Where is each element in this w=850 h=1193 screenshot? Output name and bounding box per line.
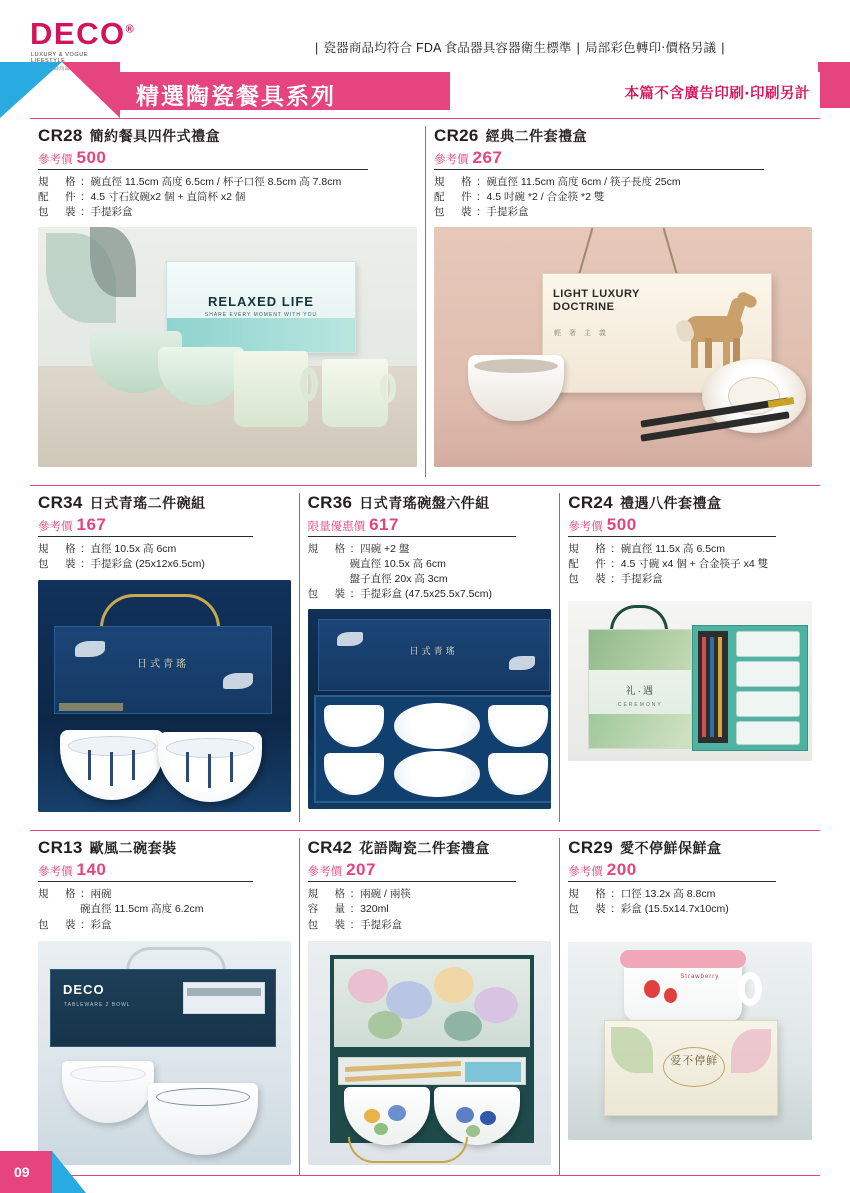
footer-triangle-blue <box>52 1151 86 1193</box>
product-image-cr42 <box>308 941 552 1165</box>
spec-key: 包 裝 <box>568 903 609 916</box>
container-handle <box>738 972 762 1006</box>
price-label: 限量優惠價 <box>307 520 366 533</box>
gift-box <box>604 1020 778 1116</box>
spec-value: ：手提彩盒 <box>349 918 403 931</box>
product-name: 歐風二碗套裝 <box>89 840 177 857</box>
chopstick-tray <box>698 631 728 743</box>
product-sku: CR26 <box>434 126 479 145</box>
brand-wordmark <box>0 16 136 51</box>
product-row-2 <box>30 485 820 822</box>
product-sku: CR24 <box>568 492 613 512</box>
product-name: 簡約餐具四件式禮盒 <box>89 128 221 144</box>
spec-row <box>568 572 812 587</box>
brand-tagline: LUXURY & VOGUE LIFESTYLE <box>31 52 89 64</box>
product-card-cr42[interactable] <box>299 838 560 1175</box>
brand-wordmark-text: DECO <box>30 16 126 51</box>
spec-row <box>568 542 812 557</box>
product-card-cr29[interactable] <box>559 838 820 1175</box>
product-image-cr29 <box>568 942 812 1140</box>
product-card-cr36[interactable] <box>299 493 560 822</box>
product-specs <box>308 887 552 933</box>
spec-key: 包 裝 <box>307 588 349 601</box>
spec-key: 規 格 <box>568 888 609 901</box>
price-value: 500 <box>606 514 637 534</box>
spec-value: ：手提彩盒 <box>80 206 133 219</box>
product-name: 花語陶瓷二件套禮盒 <box>359 840 490 857</box>
gift-box-title: LIGHT LUXURY DOCTRINE <box>553 287 640 313</box>
product-specs <box>434 175 812 221</box>
title-bar-note: 本篇不含廣告印刷‧印刷另計 <box>624 86 810 102</box>
product-heading <box>38 493 291 513</box>
bag-subtitle: CEREMONY <box>617 702 663 709</box>
product-heading <box>434 126 812 146</box>
product-specs <box>568 542 812 588</box>
product-image-cr24 <box>568 601 812 761</box>
spec-value: ：兩碗 / 兩筷 <box>349 888 411 901</box>
product-image-cr36 <box>308 609 552 809</box>
product-specs <box>308 542 552 603</box>
gift-box-title: DECO <box>63 981 105 997</box>
product-card-cr24[interactable] <box>559 493 820 822</box>
product-heading <box>568 838 812 858</box>
price-label: 參考價 <box>568 866 603 879</box>
product-price <box>38 148 368 170</box>
spec-key: 規 格 <box>38 176 79 188</box>
spec-value: ：彩盒 (15.5x14.7x10cm) <box>610 903 729 916</box>
spec-row <box>38 205 417 220</box>
food-container <box>624 960 742 1022</box>
product-specs <box>38 542 291 572</box>
spec-row <box>568 902 812 917</box>
spec-key: 包 裝 <box>568 573 609 586</box>
spec-value: ：四碗 +2 盤 <box>349 542 410 555</box>
spec-row <box>38 887 291 902</box>
mug-handle <box>300 367 318 401</box>
product-sku: CR29 <box>568 838 613 858</box>
container-label: Strawberry <box>680 973 720 980</box>
spec-key: 包 裝 <box>307 918 349 931</box>
spec-value: ：碗直徑 11.5cm 高度 6.5cm / 杯子口徑 8.5cm 高 7.8cm <box>80 176 342 188</box>
registered-icon: ® <box>125 23 136 36</box>
spec-key: 容 量 <box>307 903 349 916</box>
price-label: 參考價 <box>38 154 73 166</box>
decor-right-pink <box>818 62 850 108</box>
product-sku: CR28 <box>38 126 83 145</box>
spec-key: 規 格 <box>38 542 79 555</box>
gift-box-subtitle: SHARE EVERY MOMENT WITH YOU <box>204 311 318 318</box>
box-footer-band <box>59 703 123 711</box>
spec-row <box>308 587 552 602</box>
product-heading <box>308 838 552 858</box>
decor-triangle-pink <box>62 62 120 118</box>
spec-row <box>308 542 552 557</box>
spec-key: 規 格 <box>38 888 79 901</box>
box-lid <box>318 619 550 691</box>
box-lid <box>330 955 534 1051</box>
spec-row <box>308 887 552 902</box>
product-specs <box>568 887 812 917</box>
product-sku: CR42 <box>307 838 353 858</box>
section-title-bar <box>120 72 820 110</box>
product-sku: CR36 <box>307 492 353 512</box>
product-name: 日式青瑤二件碗組 <box>89 494 206 511</box>
mug <box>322 359 388 427</box>
spec-row <box>434 190 812 205</box>
spec-row <box>38 175 417 190</box>
product-name: 禮遇八件套禮盒 <box>619 494 722 511</box>
spec-key: 包 裝 <box>38 918 79 931</box>
spec-continuation: 盤子直徑 20x 高 3cm <box>349 573 448 586</box>
spec-key: 配 件 <box>38 191 79 204</box>
spec-value: ：碗直徑 11.5x 高 6.5cm <box>610 542 726 555</box>
page-number: 09 <box>14 1164 30 1180</box>
product-price <box>568 860 776 882</box>
gift-box-subtitle: 輕 奢 主 義 <box>554 329 609 337</box>
spec-value: ：兩碗 <box>80 888 112 901</box>
spec-row <box>308 918 552 933</box>
bowl <box>736 721 800 745</box>
divider-bar-mid: | <box>576 41 581 55</box>
price-label: 參考價 <box>434 154 469 166</box>
product-price <box>38 515 253 537</box>
spec-continuation: 碗直徑 11.5cm 高度 6.2cm <box>80 903 204 916</box>
price-value: 617 <box>369 514 399 534</box>
price-value: 267 <box>472 148 503 167</box>
product-card-cr26[interactable] <box>425 126 820 477</box>
crane-motif <box>509 656 535 670</box>
price-label: 參考價 <box>568 520 603 533</box>
spec-row <box>434 175 812 190</box>
spec-key: 規 格 <box>307 542 349 555</box>
spec-row <box>308 902 552 917</box>
product-sku: CR34 <box>38 492 83 512</box>
price-label: 參考價 <box>307 866 343 879</box>
spec-key: 規 格 <box>307 888 349 901</box>
price-value: 140 <box>76 860 107 880</box>
price-label: 參考價 <box>38 520 73 533</box>
product-row-1 <box>30 118 820 477</box>
gift-box-title: 爱不停鲜 <box>670 1054 719 1067</box>
product-image-cr34 <box>38 580 291 812</box>
product-sheet <box>0 118 850 1176</box>
product-image-cr26 <box>434 227 812 467</box>
spec-value: ：手提彩盒 <box>476 206 529 219</box>
crane-motif <box>223 673 253 689</box>
gift-box-title: 日式青瑤 <box>137 659 189 671</box>
header-compliance-note <box>310 38 730 56</box>
spec-row <box>38 190 417 205</box>
bowl <box>736 691 800 717</box>
spec-value: ：口徑 13.2x 高 8.8cm <box>610 888 716 901</box>
spec-value: ：手提彩盒 <box>610 573 663 586</box>
price-value: 167 <box>76 514 107 534</box>
mug <box>234 351 308 427</box>
header-note-right: 局部彩色轉印‧價格另議 <box>585 41 717 55</box>
page-header <box>0 0 850 118</box>
divider-bar-left: | <box>315 41 319 55</box>
spec-key: 配 件 <box>434 191 475 204</box>
gift-box-title: RELAXED LIFE <box>208 293 314 309</box>
spec-key: 包 裝 <box>38 206 79 219</box>
product-heading <box>568 493 812 513</box>
product-price <box>38 860 253 882</box>
decor-triangle-blue <box>0 62 62 118</box>
product-price <box>434 148 764 170</box>
spec-value: ：320ml <box>349 903 389 916</box>
divider-bar-right: | <box>721 41 725 55</box>
page-footer <box>0 1151 850 1193</box>
spec-continuation: 碗直徑 10.5x 高 6cm <box>349 557 446 570</box>
spec-key: 配 件 <box>568 557 609 570</box>
crane-motif <box>337 632 363 646</box>
spec-value: ：4.5 寸碗 x4 個 + 合金筷子 x4 雙 <box>610 557 769 570</box>
spec-row <box>434 205 812 220</box>
spec-value: ：4.5 吋碗 *2 / 合金筷 *2 雙 <box>476 191 605 204</box>
spec-value: ：手提彩盒 (25x12x6.5cm) <box>80 557 205 570</box>
product-price <box>308 860 516 882</box>
product-specs <box>38 887 291 933</box>
plate <box>394 703 480 749</box>
spec-key: 包 裝 <box>434 206 475 219</box>
product-sku: CR13 <box>38 838 83 858</box>
product-name: 經典二件套禮盒 <box>485 128 588 144</box>
product-heading <box>38 838 291 858</box>
plate <box>394 751 480 797</box>
product-name: 日式青瑤碗盤六件組 <box>359 494 490 511</box>
lid-title: 日式青瑤 <box>409 645 458 656</box>
gift-box <box>54 626 272 714</box>
spec-row <box>568 557 812 572</box>
product-name: 愛不停鮮保鮮盒 <box>619 840 722 857</box>
product-image-cr28 <box>38 227 417 467</box>
spec-row <box>38 542 291 557</box>
price-value: 207 <box>346 860 376 880</box>
spec-row <box>568 887 812 902</box>
bowl <box>736 631 800 657</box>
spec-key: 規 格 <box>434 176 475 188</box>
product-card-cr28[interactable] <box>30 126 425 477</box>
product-price <box>308 515 516 537</box>
product-heading <box>308 493 552 513</box>
gift-bag <box>588 629 692 749</box>
chopstick-tray <box>338 1057 526 1085</box>
spec-value: ：彩盒 <box>80 918 112 931</box>
product-row-3 <box>30 830 820 1176</box>
header-note-left: 瓷器商品均符合 FDA 食品器具容器衛生標準 <box>323 41 572 55</box>
spec-value: ：直徑 10.5x 高 6cm <box>80 542 177 555</box>
brand-tagline-cn: 精緻生活 時尚品味 <box>31 66 76 72</box>
page-title: 精選陶瓷餐具系列 <box>136 83 336 109</box>
box-handle <box>126 947 226 971</box>
spec-row <box>38 918 291 933</box>
crane-motif <box>75 641 105 657</box>
bowl <box>736 661 800 687</box>
box-handle <box>100 594 220 628</box>
product-card-cr13[interactable] <box>30 838 299 1175</box>
price-value: 200 <box>606 860 637 880</box>
price-label: 參考價 <box>38 866 73 879</box>
spec-value: ：碗直徑 11.5cm 高度 6cm / 筷子長度 25cm <box>476 176 681 188</box>
spec-value: ：4.5 寸石紋碗x2 個 + 直筒杯 x2 個 <box>80 191 246 204</box>
spec-key: 規 格 <box>568 542 609 555</box>
gift-box <box>166 261 356 353</box>
gift-box-subtitle: TABLEWARE 2 BOWL <box>64 1001 131 1008</box>
bag-title: 礼·遇 <box>625 686 655 698</box>
spec-key: 包 裝 <box>38 557 79 570</box>
product-card-cr34[interactable] <box>30 493 299 822</box>
product-price <box>568 515 776 537</box>
gift-box <box>50 969 276 1047</box>
product-heading <box>38 126 417 146</box>
product-specs <box>38 175 417 221</box>
price-value: 500 <box>76 148 107 167</box>
mug-handle <box>380 373 396 403</box>
spec-value: ：手提彩盒 (47.5x25.5x7.5cm) <box>349 588 492 601</box>
product-image-cr13 <box>38 941 291 1165</box>
spec-row <box>38 557 291 572</box>
